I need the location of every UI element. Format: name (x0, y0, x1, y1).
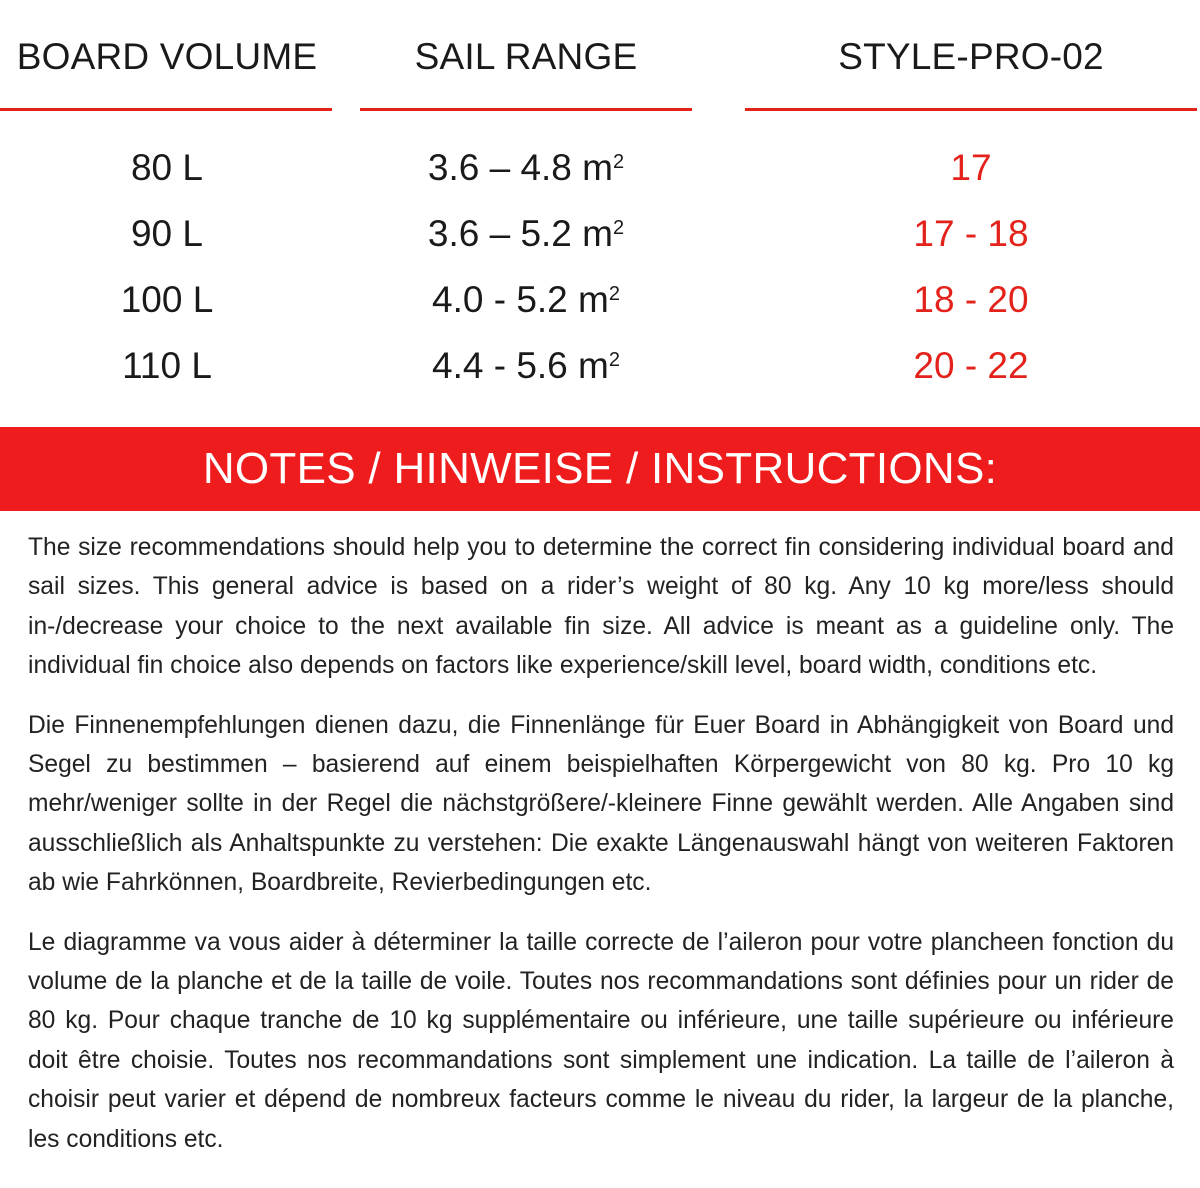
table-row (0, 338, 1200, 394)
sail-range-cell (360, 272, 692, 328)
sail-range-text: 3.6 – 4.8 m (427, 147, 613, 188)
header-underline-board-volume (0, 108, 332, 111)
board-volume-cell: 80 L (130, 147, 203, 188)
fin-size-cell: 17 (950, 147, 992, 188)
unit-superscript: 2 (608, 283, 620, 305)
fin-size-cell: 18 - 20 (913, 279, 1029, 320)
unit-superscript: 2 (608, 349, 620, 371)
header-underline-fin (745, 108, 1197, 111)
notes-banner-title: NOTES / HINWEISE / INSTRUCTIONS: (202, 444, 998, 493)
sail-range-text: 4.0 - 5.2 m (432, 279, 609, 320)
board-volume-cell: 90 L (130, 213, 203, 254)
fin-size-cell: 17 - 18 (913, 213, 1029, 254)
sail-range-cell (360, 140, 692, 196)
table-header (0, 0, 1200, 112)
sail-range-text: 3.6 – 5.2 m (427, 213, 613, 254)
sail-range-cell (360, 206, 692, 262)
board-volume-cell: 100 L (120, 279, 214, 320)
column-header-board-volume: BOARD VOLUME (16, 36, 318, 77)
notes-banner (0, 427, 1200, 511)
notes-french: Le diagramme va vous aider à déterminer la taille correcte de l’aileron pour votre plancheen fonction du volume de la planche et de la taille de voile. Toutes nos recommandations sont définies pour un rider de 80 kg. Pour chaque tranche de 10 kg supplémentaire ou inférieure, une taille supérieure ou inférieure doit être choisie. Toutes nos recommandations sont simplement une indication. La taille de l’aileron à choisir peut varier et dépend de nombreux facteurs comme le niveau du rider, la largeur de la planche, les conditions etc. (28, 928, 1174, 1153)
notes-english: The size recommendations should help you to determine the correct fin considering individual board and sail sizes. This general advice is based on a rider’s weight of 80 kg. Any 10 kg more/less should in-/decrease your choice to the next available fin size. All advice is meant as a guideline only. The individual fin choice also depends on factors like experience/skill level, board width, conditions etc. (28, 534, 1174, 680)
column-header-sail-range: SAIL RANGE (414, 36, 638, 77)
column-header-fin: STYLE-PRO-02 (838, 36, 1104, 77)
unit-superscript: 2 (612, 151, 625, 173)
table-row (0, 206, 1200, 262)
header-underline-sail-range (360, 108, 692, 111)
sail-range-text: 4.4 - 5.6 m (432, 345, 609, 386)
notes-section (28, 528, 1174, 1179)
table-row (0, 272, 1200, 328)
unit-superscript: 2 (612, 217, 625, 239)
table-row (0, 140, 1200, 196)
sail-range-cell (360, 338, 692, 394)
notes-german: Die Finnenempfehlungen dienen dazu, die Finnenlänge für Euer Board in Abhängigkeit von Board und Segel zu bestimmen – basierend auf einem beispielhaften Körpergewicht von 80 kg. Pro 10 kg mehr/weniger sollte in der Regel die nächstgrößere/-kleinere Finne gewählt werden. Alle Angaben sind ausschließlich als Anhaltspunkte zu verstehen: Die exakte Längenauswahl hängt von weiteren Faktoren ab wie Fahrkönnen, Boardbreite, Revierbedingungen etc. (28, 711, 1174, 897)
board-volume-cell: 110 L (122, 345, 212, 386)
fin-size-cell: 20 - 22 (913, 345, 1029, 386)
